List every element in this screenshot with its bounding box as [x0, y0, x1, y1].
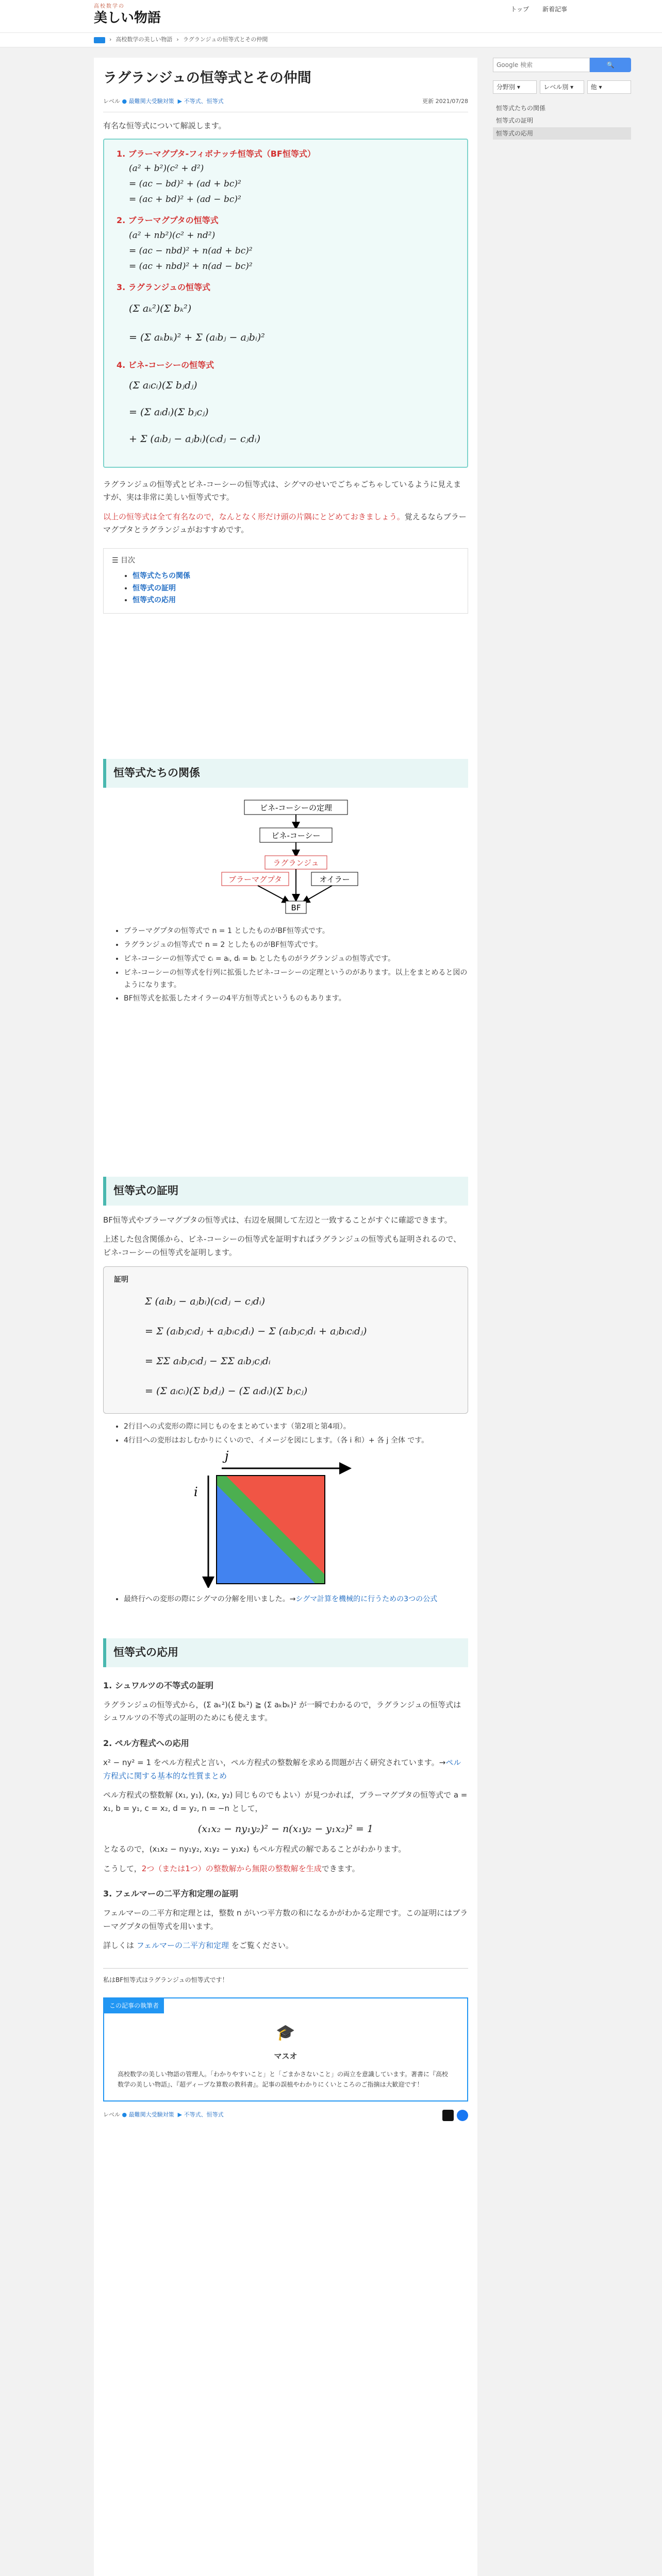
sidebar — [493, 58, 631, 140]
author-box — [103, 1997, 468, 2102]
identity-4: 4. ビネ-コーシーの恒等式 (Σ aᵢcᵢ)(Σ bⱼdⱼ) = (Σ aᵢdᵢ)(Σ bⱼcⱼ) + Σ (aᵢbⱼ − aⱼbᵢ)(cᵢdⱼ − cⱼdᵢ) — [117, 358, 455, 452]
sidebar-toc-item[interactable]: 恒等式たちの関係 — [496, 105, 546, 112]
sidebar-toc — [493, 102, 631, 140]
filter-selects — [493, 80, 631, 94]
category-select[interactable]: 分野別 ▾ — [493, 80, 537, 94]
list-item: • ビネ-コーシーの恒等式で cᵢ = aᵢ, dᵢ = bᵢ としたものがラグランジュの恒等式です。 — [124, 953, 468, 965]
list-item: • BF恒等式を拡張したオイラーの4平方恒等式というものもあります。 — [124, 993, 468, 1005]
breadcrumb-home[interactable]: 高校数学の美しい物語 — [115, 36, 173, 43]
proof-line: Σ (aᵢbⱼ − aⱼbᵢ)(cᵢdⱼ − cⱼdᵢ) — [145, 1296, 266, 1308]
axis-label-i: i — [194, 1484, 198, 1499]
proof-notes — [124, 1421, 468, 1447]
proof-text-1: BF恒等式やブラーマグプタの恒等式は、右辺を展開して左辺と一致することがすぐに確認できます。 — [103, 1215, 452, 1225]
identity-4-line: = (Σ aᵢdᵢ)(Σ bⱼcⱼ) — [129, 406, 209, 418]
logo-title: 美しい物語 — [94, 10, 161, 26]
recommend-text: 覚えるならブラーマグプタとラグランジュがおすすめです。 — [103, 512, 467, 535]
identity-4-line: + Σ (aᵢbⱼ − aⱼbᵢ)(cᵢdⱼ − cⱼdᵢ) — [129, 433, 261, 445]
toc-link-application[interactable]: 恒等式の応用 — [133, 596, 176, 605]
breadcrumb: › 高校数学の美しい物語 › ラグランジュの恒等式とその仲間 — [0, 33, 662, 47]
identity-2-title: ブラーマグプタの恒等式 — [128, 215, 219, 226]
page-title: ラグランジュの恒等式とその仲間 — [103, 70, 311, 86]
identity-1-line: = (ac + bd)² + (ad − bc)² — [129, 194, 241, 205]
toc-title: 目次 — [121, 556, 136, 565]
proof-line: = ΣΣ aᵢbⱼcᵢdⱼ − ΣΣ aᵢbⱼcⱼdᵢ — [145, 1355, 271, 1367]
fermat-text-2: 詳しくは — [103, 1941, 135, 1951]
breadcrumb-current: ラグランジュの恒等式とその仲間 — [183, 36, 268, 43]
sidebar-toc-item[interactable]: 恒等式の証明 — [496, 117, 534, 125]
node-bf-label: BF — [291, 903, 301, 912]
author-avatar: 🎓 — [276, 2023, 295, 2042]
article-meta: レベル ● 最難関大受験対策 ▶ 不等式、恒等式 更新 2021/07/28 — [103, 97, 468, 112]
proof-line: = (Σ aᵢcᵢ)(Σ bⱼdⱼ) − (Σ aᵢdᵢ)(Σ bⱼcⱼ) — [145, 1385, 308, 1397]
author-box-label: この記事の執筆者 — [104, 1998, 164, 2013]
identity-4-line: (Σ aᵢcᵢ)(Σ bⱼdⱼ) — [129, 379, 197, 391]
nav-new-link[interactable]: 新着記事 — [542, 6, 567, 13]
note-text: 最終行への変形の際にシグマの分解を用いました。→ — [124, 1595, 296, 1604]
identity-2-line: = (ac − nbd)² + n(ad + bc)² — [129, 245, 253, 256]
after-box-text: ラグランジュの恒等式とビネ-コーシーの恒等式は、シグマのせいでごちゃごちゃしているように見えますが、実は非常に美しい恒等式です。 — [103, 479, 461, 502]
list-item: • 2行目への式変形の際に同じものをまとめています（第2項と第4項）。 — [124, 1421, 468, 1433]
subheading-fermat: 3. フェルマーの二平方和定理の証明 — [103, 1889, 238, 1899]
identity-2-line: (a² + nb²)(c² + nd²) — [129, 230, 216, 241]
search-button[interactable]: 🔍 — [590, 58, 631, 72]
fermat-text: フェルマーの二平方和定理とは，整数 n がいつ平方数の和になるかがわかる定理です。この証明にはブラーマグプタの恒等式を用います。 — [103, 1908, 468, 1931]
facebook-share-icon[interactable] — [457, 2110, 468, 2121]
search-form — [493, 58, 631, 72]
fermat-link[interactable]: フェルマーの二平方和定理 — [136, 1941, 229, 1951]
identity-3: 3. ラグランジュの恒等式 (Σ aₖ²)(Σ bₖ²) = (Σ aₖbₖ)² + Σ (aᵢbⱼ − aⱼbᵢ)² — [117, 280, 455, 352]
footer-level-label: レベル — [103, 2111, 120, 2119]
search-input[interactable] — [493, 58, 590, 72]
identity-4-title: ビネ-コーシーの恒等式 — [128, 360, 214, 370]
pell-text-3: となるので，(x₁x₂ − ny₁y₂, x₁y₂ − y₁x₂) もペル方程式の解であることがわかります。 — [103, 1844, 406, 1854]
node-binet-label: ビネ-コーシー — [271, 831, 321, 840]
ad-space — [103, 625, 468, 759]
pell-text-4: こうして， — [103, 1863, 142, 1873]
footer-level-link[interactable]: 最難関大受験対策 — [128, 2111, 174, 2119]
pell-text: x² − ny² = 1 をペル方程式と言い，ペル方程式の整数解を求める問題が古く研究されています。→ — [103, 1758, 446, 1768]
section-heading-proof: 恒等式の証明 — [103, 1177, 468, 1206]
subheading-schwarz: 1. シュワルツの不等式の証明 — [103, 1680, 213, 1690]
intro-text: 有名な恒等式について解説します。 — [103, 121, 226, 130]
fermat-text-3: をご覧ください。 — [231, 1941, 293, 1951]
list-item: • 4行目への変形はおしむかりにくいので、イメージを図にします。（各 i 和）+ 各 j 全体 です。 — [124, 1435, 468, 1447]
top-nav — [510, 4, 567, 14]
level-select[interactable]: レベル別 ▾ — [540, 80, 584, 94]
author-description: 高校数学の美しい物語の管理人。「わかりやすいこと」と「ごまかさないこと」の両立を意識しています。著書に『高校数学の美しい物語』、『超ディープな算数の教科書』。記事の誤植やわかりにくいところのご指摘は大歓迎です！ — [118, 2071, 449, 2089]
schwarz-text: ラグランジュの恒等式から，(Σ aₖ²)(Σ bₖ²) ≧ (Σ aₖbₖ)² が一瞬でわかるので，ラグランジュの恒等式はシュワルツの不等式の証明のためにも使えます。 — [103, 1700, 461, 1723]
section-heading-application: 恒等式の応用 — [103, 1638, 468, 1667]
logo-subtitle: 高校数学の — [94, 4, 125, 9]
subheading-pell: 2. ペル方程式への応用 — [103, 1738, 189, 1748]
level-label: レベル — [103, 98, 120, 105]
identity-box — [103, 139, 468, 468]
relation-list — [124, 925, 468, 1005]
section-heading-relation: 恒等式たちの関係 — [103, 759, 468, 788]
node-brahmagupta-label: ブラーマグプタ — [228, 874, 282, 884]
x-share-icon[interactable] — [442, 2110, 454, 2121]
proof-line: = Σ (aᵢbⱼcᵢdⱼ + aⱼbᵢcⱼdᵢ) − Σ (aᵢbⱼcⱼdᵢ + aⱼbᵢcᵢdⱼ) — [145, 1326, 367, 1337]
toc-link-proof[interactable]: 恒等式の証明 — [133, 584, 176, 592]
pell-equation: (x₁x₂ − ny₁y₂)² − n(x₁y₂ − y₁x₂)² = 1 — [197, 1823, 374, 1835]
home-icon[interactable] — [94, 37, 105, 43]
pell-text-2: ペル方程式の整数解 (x₁, y₁), (x₂, y₂) 同じものでもよい）が見つかれば，ブラーマグプタの恒等式で a = x₁, b = y₁, c = x₂, d = y₂, n = −n として， — [103, 1790, 468, 1813]
pell-text-5: できます。 — [321, 1863, 360, 1873]
footer-tags: レベル ● 最難関大受験対策 ▶ 不等式、恒等式 — [103, 2110, 468, 2121]
nav-top-link[interactable]: トップ — [510, 6, 529, 13]
sum-region-figure — [103, 1449, 468, 1588]
identity-1-title: ブラーマグプタ-フィボナッチ恒等式（BF恒等式） — [128, 149, 316, 159]
table-of-contents — [103, 548, 468, 614]
level-link[interactable]: 最難関大受験対策 — [128, 98, 174, 105]
pell-highlight: 2つ（または1つ）の整数解から無限の整数解を生成 — [141, 1863, 322, 1873]
axis-label-j: j — [225, 1448, 229, 1463]
proof-text-2: 上述した包含関係から、ビネ-コーシーの恒等式を証明すればラグランジュの恒等式も証明されるので、ビネ-コーシーの恒等式を証明します。 — [103, 1234, 461, 1257]
ad-space — [103, 1607, 468, 1638]
identity-2: 2. ブラーマグプタの恒等式 (a² + nb²)(c² + nd²) = (ac − nbd)² + n(ad + bc)² = (ac + nbd)² + n(ad − bc)² — [117, 213, 455, 274]
identity-3-line: = (Σ aₖbₖ)² + Σ (aᵢbⱼ − aⱼbᵢ)² — [129, 331, 265, 343]
node-binet-theorem-label: ビネ-コーシーの定理 — [259, 803, 333, 812]
proof-box — [103, 1266, 468, 1414]
identity-1-line: = (ac − bd)² + (ad + bc)² — [129, 179, 241, 190]
ad-space — [103, 1007, 468, 1177]
pell-link[interactable]: ペル方程式に関する基本的な性質まとめ — [103, 1758, 461, 1781]
identity-relation-diagram — [103, 796, 468, 920]
other-select[interactable]: 他 ▾ — [587, 80, 631, 94]
toc-link-relation[interactable]: 恒等式たちの関係 — [133, 571, 190, 580]
identity-1: 1. ブラーマグプタ-フィボナッチ恒等式（BF恒等式） (a² + b²)(c² + d²) = (ac − bd)² + (ad + bc)² = (ac + bd)² + (ad − bc)² — [117, 147, 455, 207]
author-name: マスオ — [274, 2051, 297, 2061]
site-logo[interactable] — [94, 3, 161, 26]
sigma-formula-link[interactable]: シグマ計算を機械的に行うための3つの公式 — [295, 1595, 438, 1604]
identity-1-line: (a² + b²)(c² + d²) — [129, 163, 204, 174]
tags-link[interactable]: 不等式、恒等式 — [184, 98, 224, 105]
closing-text: 私はBF恒等式はラグランジュの恒等式です！ — [103, 1968, 468, 1985]
sidebar-toc-item[interactable]: 恒等式の応用 — [493, 127, 631, 140]
key-point: 以上の恒等式は全て有名なので，なんとなく形だけ頭の片隅にとどめておきましょう。 — [103, 512, 405, 521]
list-icon: ☰ — [112, 556, 121, 565]
node-euler-label: オイラー — [319, 874, 350, 884]
main-article — [94, 58, 477, 2576]
identity-3-title: ラグランジュの恒等式 — [128, 282, 211, 292]
node-lagrange-label: ラグランジュ — [273, 858, 319, 868]
identity-3-line: (Σ aₖ²)(Σ bₖ²) — [129, 302, 192, 314]
identity-2-line: = (ac + nbd)² + n(ad − bc)² — [129, 261, 253, 272]
footer-tags-link[interactable]: 不等式、恒等式 — [184, 2111, 224, 2119]
site-header — [0, 0, 662, 33]
proof-title: 証明 — [114, 1276, 128, 1284]
proof-note-3 — [124, 1594, 468, 1606]
updated-date: 更新 2021/07/28 — [422, 98, 468, 105]
list-item: • ブラーマグプタの恒等式で n = 1 としたものがBF恒等式です。 — [124, 925, 468, 938]
list-item: • ラグランジュの恒等式で n = 2 としたものがBF恒等式です。 — [124, 939, 468, 952]
list-item: • ビネ-コーシーの恒等式を行列に拡張したビネ-コーシーの定理というのがあります。以上をまとめると図のようになります。 — [124, 967, 468, 992]
